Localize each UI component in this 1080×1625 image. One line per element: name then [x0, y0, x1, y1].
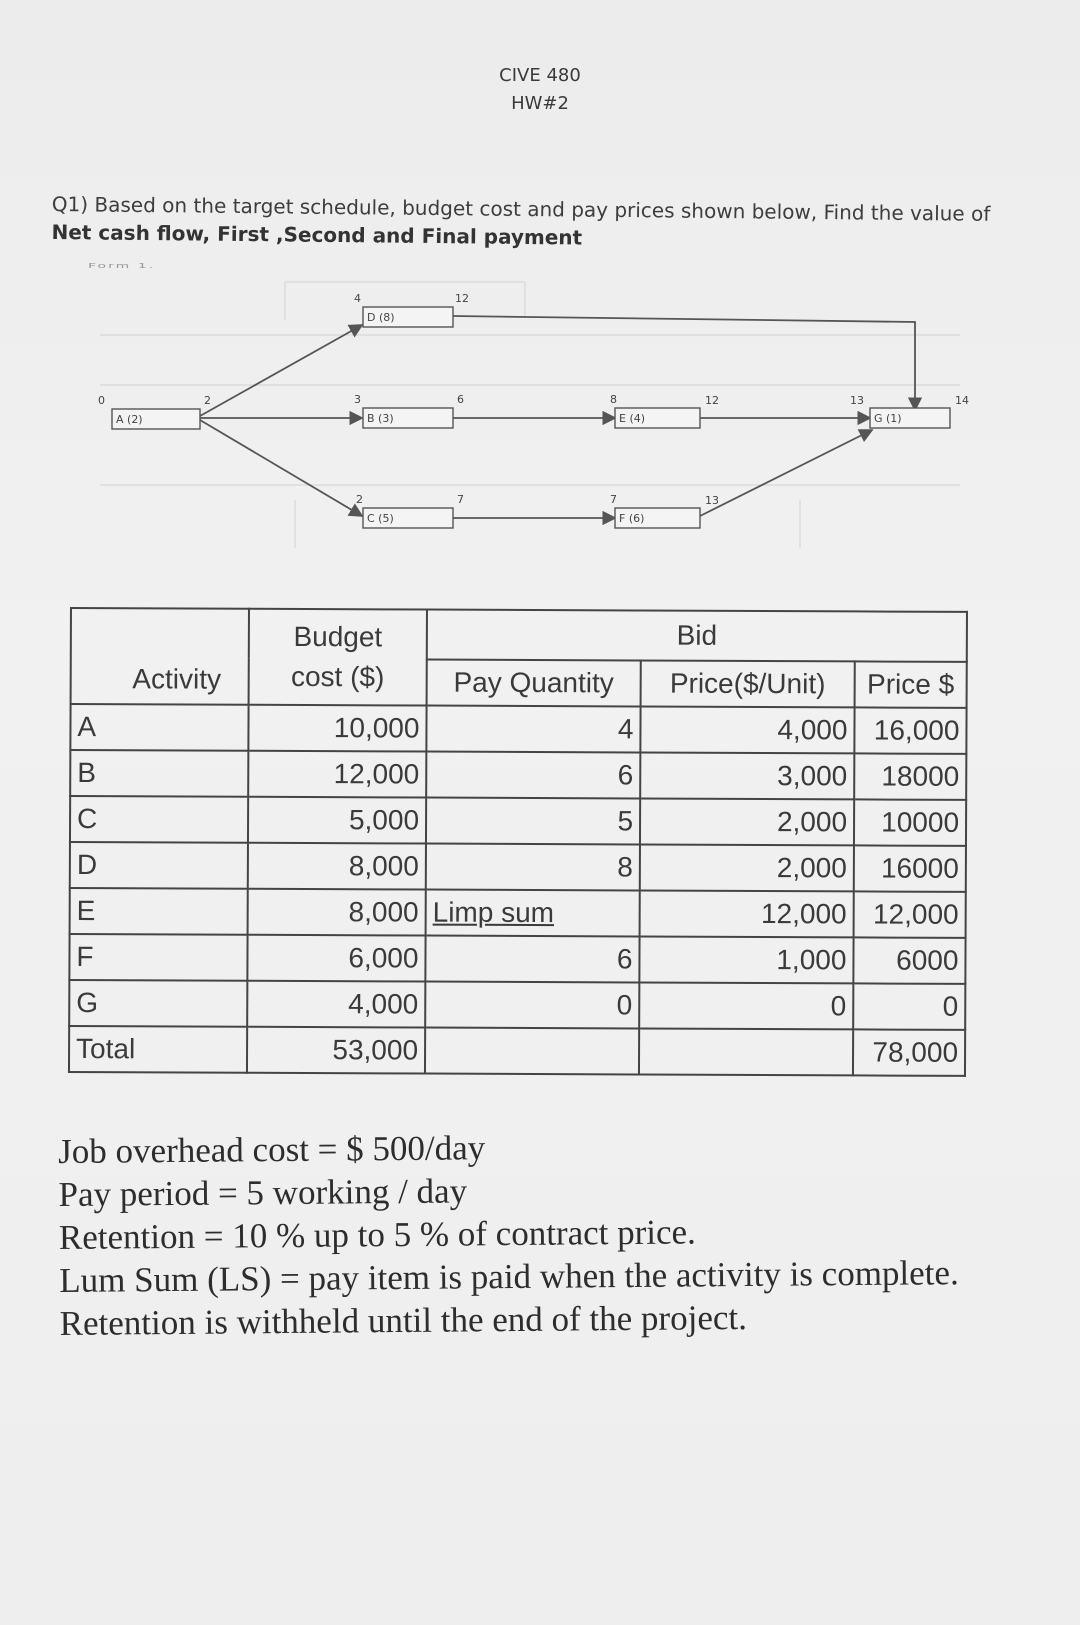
- header-budget: Budget cost ($): [249, 609, 427, 706]
- qty-cell: 4: [426, 706, 640, 753]
- header-activity: Activity: [71, 608, 249, 705]
- budget-cell: 6,000: [247, 935, 425, 982]
- unit-price-cell: 12,000: [640, 890, 854, 937]
- lump-sum-text: Limp sum: [432, 896, 555, 929]
- note-retention-withheld: Retention is withheld until the end of the project.: [59, 1297, 748, 1343]
- price-cell: 6000: [853, 937, 965, 983]
- svg-text:2: 2: [204, 394, 211, 407]
- activity-cell: C: [70, 796, 248, 843]
- qty-cell: 6: [426, 752, 640, 799]
- svg-text:8: 8: [610, 393, 617, 406]
- question-prefix: Q1) Based on the target schedule, budget cost and pay prices shown below, Find the value of: [51, 191, 991, 226]
- notes-block: [58, 1121, 1070, 1345]
- table-row: [70, 750, 966, 800]
- qty-cell: 5: [426, 798, 640, 845]
- note-retention: Retention = 10 % up to 5 % of contract price.: [58, 1212, 697, 1257]
- svg-text:7: 7: [610, 493, 617, 506]
- svg-text:B (3): B (3): [367, 412, 394, 425]
- budget-cell: 10,000: [248, 705, 426, 752]
- svg-text:E (4): E (4): [619, 412, 646, 425]
- svg-text:12: 12: [705, 394, 719, 407]
- total-budget: 53,000: [247, 1027, 425, 1074]
- activity-G: [850, 394, 969, 428]
- empty-cell: [639, 1028, 853, 1075]
- activity-E: [610, 393, 719, 428]
- price-cell: 18000: [854, 753, 966, 799]
- svg-text:13: 13: [850, 394, 864, 407]
- svg-text:G (1): G (1): [874, 412, 902, 425]
- svg-text:14: 14: [955, 394, 969, 407]
- budget-cell: 4,000: [247, 981, 425, 1028]
- diagram-edges: [200, 316, 915, 518]
- total-label: Total: [69, 1026, 247, 1073]
- unit-price-cell: 0: [639, 982, 853, 1029]
- budget-cell: 8,000: [248, 843, 426, 890]
- price-cell: 16000: [854, 845, 966, 891]
- activity-cell: D: [70, 842, 248, 889]
- assignment-title: HW#2: [511, 93, 569, 114]
- unit-price-cell: 4,000: [640, 706, 854, 753]
- table-row: [69, 980, 965, 1030]
- unit-price-cell: 2,000: [640, 798, 854, 845]
- qty-cell: 0: [425, 982, 639, 1029]
- svg-text:F (6): F (6): [619, 512, 645, 525]
- table-row: [70, 842, 966, 892]
- svg-text:0: 0: [98, 394, 105, 407]
- question-bold: Net cash flow, First ,Second and Final payment: [51, 219, 583, 250]
- qty-cell: [426, 890, 640, 937]
- diagram-grid: [100, 282, 960, 548]
- header-price-unit: Price($/Unit): [641, 660, 855, 707]
- svg-text:4: 4: [354, 292, 361, 305]
- activity-cell: A: [70, 704, 248, 751]
- total-price: 78,000: [853, 1029, 965, 1075]
- table-row: [70, 796, 966, 846]
- note-pay-period: Pay period = 5 working / day: [58, 1171, 468, 1214]
- activity-cell: B: [70, 750, 248, 797]
- price-cell: 12,000: [854, 891, 966, 937]
- unit-price-cell: 3,000: [640, 752, 854, 799]
- price-cell: 0: [853, 983, 965, 1029]
- unit-price-cell: 1,000: [639, 936, 853, 983]
- table-row: [69, 934, 965, 984]
- activity-cell: F: [69, 934, 247, 981]
- table-row: [70, 888, 966, 938]
- svg-text:D (8): D (8): [367, 311, 395, 324]
- budget-cell: 5,000: [248, 797, 426, 844]
- qty-cell: 6: [425, 936, 639, 983]
- price-cell: 16,000: [854, 707, 966, 753]
- activity-C: [356, 493, 464, 528]
- question-text: [51, 190, 1012, 256]
- svg-text:6: 6: [457, 393, 464, 406]
- note-lump-sum: Lum Sum (LS) = pay item is paid when the activity is complete.: [59, 1253, 959, 1300]
- empty-cell: [425, 1028, 639, 1075]
- header-pay-quantity: Pay Quantity: [427, 660, 641, 707]
- note-overhead: Job overhead cost = $ 500/day: [58, 1128, 486, 1171]
- activity-D: [354, 292, 469, 327]
- header-bid: Bid: [427, 610, 967, 662]
- course-header: [0, 62, 1080, 118]
- activity-B: [354, 393, 464, 428]
- header-price: Price $: [855, 661, 967, 707]
- svg-text:A (2): A (2): [116, 413, 143, 426]
- svg-text:13: 13: [705, 494, 719, 507]
- svg-text:7: 7: [457, 493, 464, 506]
- faint-label: Form 1.: [88, 262, 156, 270]
- cost-table: [68, 607, 968, 1077]
- table-row: [70, 704, 966, 754]
- svg-text:C (5): C (5): [367, 512, 394, 525]
- price-cell: 10000: [854, 799, 966, 845]
- svg-text:12: 12: [455, 292, 469, 305]
- svg-text:2: 2: [356, 493, 363, 506]
- activity-F: [610, 493, 719, 528]
- budget-cell: 8,000: [248, 889, 426, 936]
- network-diagram: [60, 280, 969, 560]
- qty-cell: 8: [426, 844, 640, 891]
- svg-text:3: 3: [354, 393, 361, 406]
- activity-cell: E: [70, 888, 248, 935]
- activity-cell: G: [69, 980, 247, 1027]
- unit-price-cell: 2,000: [640, 844, 854, 891]
- course-code: CIVE 480: [499, 65, 581, 86]
- table-header-row-1: [71, 608, 967, 662]
- total-row: [69, 1026, 965, 1076]
- budget-cell: 12,000: [248, 751, 426, 798]
- activity-A: [98, 394, 211, 429]
